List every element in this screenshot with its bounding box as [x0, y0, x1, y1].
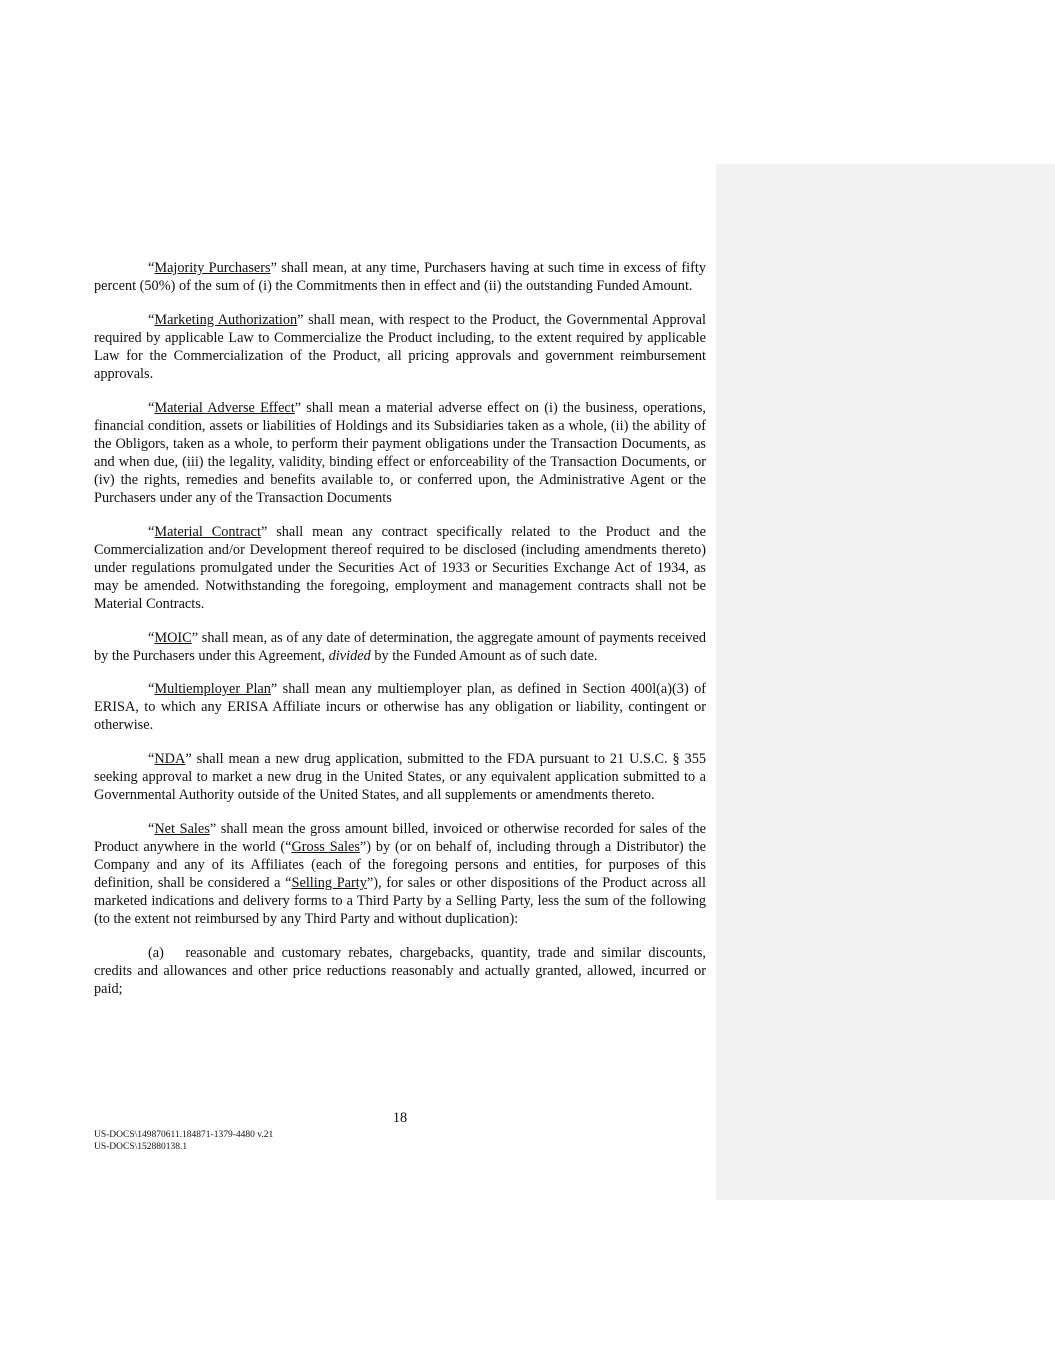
definition-text: ” shall mean the gross amount billed, invoiced or otherwise recorded for sales of the Product anywhere in the world (“ — [94, 820, 707, 855]
defined-term: Gross Sales — [291, 838, 360, 855]
doc-id: US-DOCS\152880138.1 — [94, 1141, 188, 1152]
defined-term: Marketing Authorization — [154, 311, 298, 328]
defined-term: Material Adverse Effect — [154, 399, 295, 416]
open-quote: “ — [148, 681, 155, 698]
defined-term: Material Contract — [154, 523, 261, 540]
definition-material-contract — [94, 523, 706, 613]
doc-id: US-DOCS\149870611.184871-1379-4480 v.21 — [94, 1130, 274, 1140]
defined-term: Majority Purchasers — [154, 260, 271, 276]
defined-term: Selling Party — [291, 875, 367, 892]
defined-term: NDA — [154, 751, 186, 768]
emphasis-text: divided — [328, 647, 371, 664]
definition-material-adverse-effect — [94, 399, 706, 508]
definition-text: ” shall mean any contract specifically related to the Product and the Commercialization and/or Development thereof required to be disclosed (including amendments thereto) under regulations promulgated under the Securities Act of 1933 or Securities Exchange Act of 1934, as may be amended. Notwithstanding the foregoing, employment and management contracts shall not be Material Contracts. — [94, 523, 706, 612]
open-quote: “ — [148, 311, 155, 328]
definition-text: ”), for sales or other dispositions of the Product across all marketed indications and delivery forms to a Third Party by a Selling Party, less the sum of the following (to the extent not reimbursed by any Third Party and without duplication): — [94, 875, 706, 928]
comment-pane — [716, 164, 1055, 1200]
open-quote: “ — [148, 260, 155, 276]
defined-term: Net Sales — [154, 820, 210, 837]
open-quote: “ — [148, 820, 155, 837]
document-body — [94, 259, 706, 1014]
clause-text: (a) reasonable and customary rebates, chargebacks, quantity, trade and similar discounts, credits and allowances and other price reductions reasonably and actually granted, allowed, incurred or paid; — [94, 944, 706, 998]
footer-doc-ids — [94, 1130, 273, 1153]
open-quote: “ — [148, 523, 155, 540]
clause-a — [94, 944, 706, 998]
definition-text: ”) by (or on behalf of, including through a Distributor) the Company and any of its Affiliates (each of the foregoing persons and entities, for purposes of this definition, shall be considered a “ — [94, 838, 706, 892]
open-quote: “ — [148, 629, 155, 646]
definition-text: ” shall mean a new drug application, submitted to the FDA pursuant to 21 U.S.C. § 355 seeking approval to market a new drug in the United States, or any equivalent application submitted to a Governmental Authority outside of the United States, and all supplements or amendments thereto. — [94, 751, 706, 804]
definition-text: ” shall mean, as of any date of determination, the aggregate amount of payments received by the Purchasers under this Agreement, — [94, 629, 706, 664]
definition-multiemployer-plan — [94, 680, 706, 734]
definition-text: ” shall mean any multiemployer plan, as defined in Section 400l(a)(3) of ERISA, to which any ERISA Affiliate incurs or otherwise has any obligation or liability, contingent or otherwise. — [94, 681, 706, 734]
definition-net-sales — [94, 820, 706, 929]
definition-marketing-authorization — [94, 311, 706, 383]
defined-term: MOIC — [154, 629, 192, 646]
defined-term: Multiemployer Plan — [154, 681, 271, 698]
definition-nda — [94, 750, 706, 804]
open-quote: “ — [148, 399, 155, 416]
page-number: 18 — [392, 1110, 408, 1126]
definition-text: by the Funded Amount as of such date. — [370, 647, 598, 664]
definition-text: ” shall mean, at any time, Purchasers having at such time in excess of fifty percent (50%) of the sum of (i) the Commitments then in effect and (ii) the outstanding Funded Amount. — [94, 260, 706, 295]
definition-moic — [94, 629, 706, 665]
definition-text: ” shall mean a material adverse effect on (i) the business, operations, financial condition, assets or liabilities of Holdings and its Subsidiaries taken as a whole, (ii) the ability of the Obligors, taken as a whole, to perform their payment obligations under the Transaction Documents, as and when due, (iii) the legality, validity, binding effect or enforceability of the Transaction Documents, or (iv) the rights, remedies and benefits available to, or conferred upon, the Administrative Agent or the Purchasers under any of the Transaction Documents — [94, 399, 706, 507]
definition-text: ” shall mean, with respect to the Product, the Governmental Approval required by applicable Law to Commercialize the Product including, to the extent required by applicable Law for the Commercialization of the Product, all pricing approvals and government reimbursement approvals. — [94, 311, 706, 382]
definition-majority-purchasers — [94, 259, 706, 295]
open-quote: “ — [148, 751, 155, 768]
